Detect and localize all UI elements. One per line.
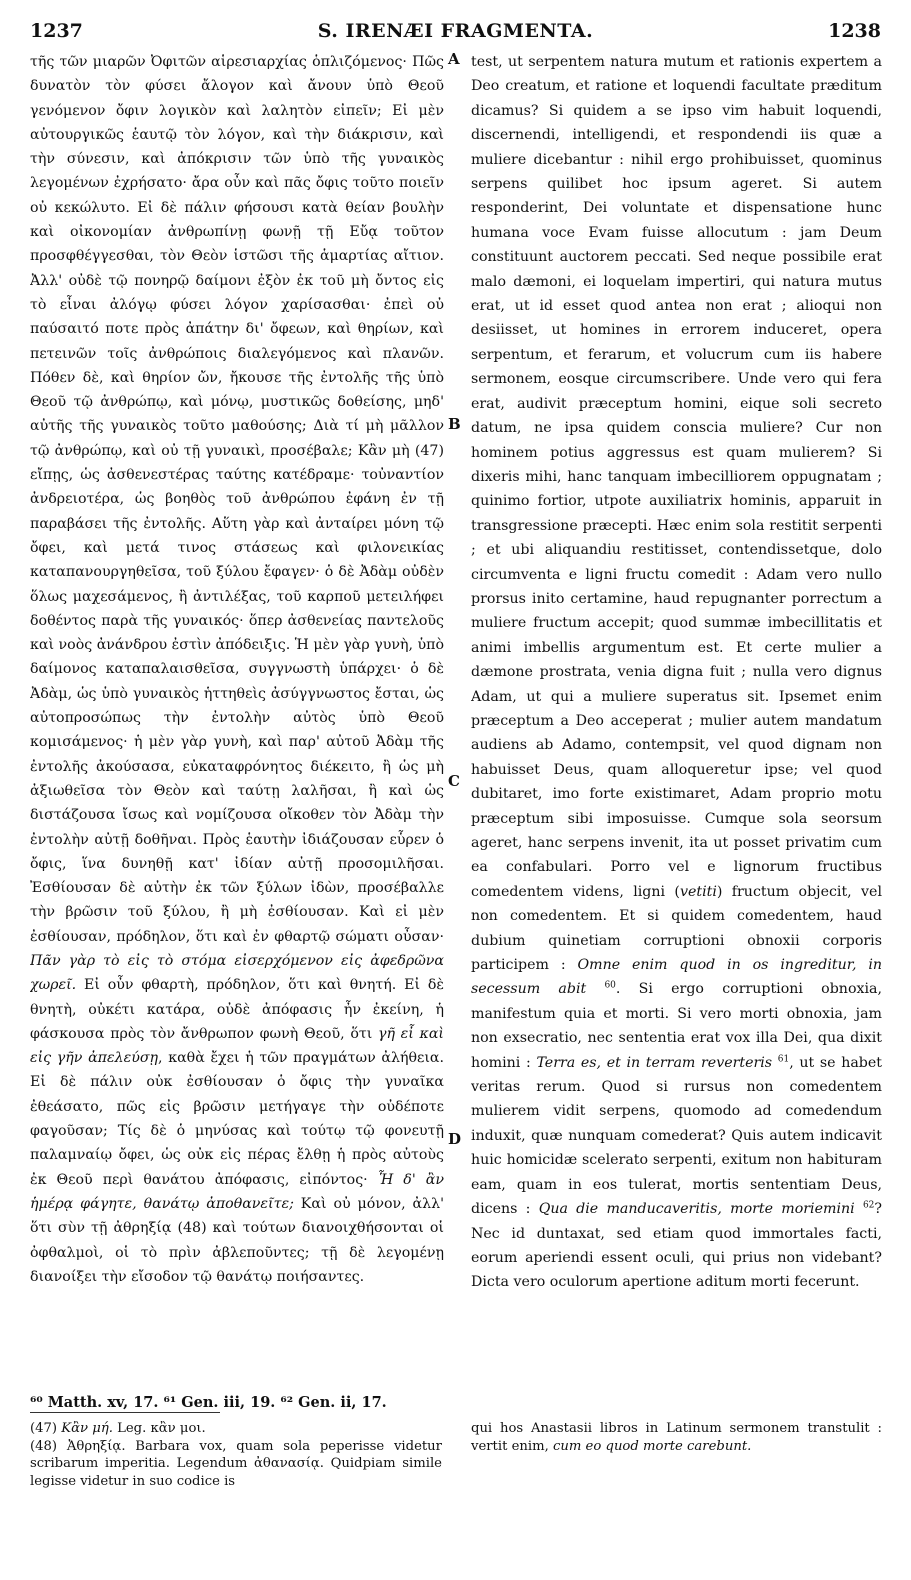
footnote-48-continued-text: qui hos Anastasii libros in Latinum sermonem transtulit : vertit enim, [471,1421,882,1454]
footnote-rule [30,1412,220,1413]
greek-quote-matthew: Πᾶν γὰρ τὸ εἰς τὸ στόμα εἰσερχόμενον εἰς ἀφεδρῶνα χωρεῖ. [30,952,444,994]
margin-marker-c: C [448,772,460,790]
greek-quote-genesis-2: Ἧ δ' ἂν ἡμέρᾳ φάγητε, θανάτῳ ἀποθανεῖτε; [30,1171,444,1212]
latin-paragraph-1b: ) fructum objecit, vel non comedentem. Et si quidem comedentem, haud dubium quinetiam corruptioni obnoxii corporis participem : [471,883,882,974]
footnotes-right [471,1420,882,1455]
footnote-47-text: Leg. κἂν μοι. [117,1421,206,1436]
latin-paragraph-3: , ut se habet veritas rerum. Quod si rursus non comedentem mulierem vidit serpens, quomodo ad comedendum induxit, quæ nunquam comederat? Quis autem indicavit huic homicidæ scelerato serpenti, exitum non habituram eam, quam in eos tulerat, mortis sententiam Deus, dicens : [471,1054,882,1218]
footnote-47-greek: Κἂν μή. [61,1421,113,1436]
footnote-48-continued-quote: cum eo quod morte carebunt. [552,1438,752,1454]
page-number-right: 1238 [828,20,881,42]
footnote-48 [30,1438,442,1491]
footnote-48-continued [471,1420,882,1455]
running-title: S. IRENÆI FRAGMENTA. [317,20,594,42]
greek-paragraph-4: Καὶ οὐ μόνον, ἀλλ' ὅτι σὺν τῇ ἀθρηξίᾳ (48) καὶ τούτων διανοιχθήσονται οἱ ὀφθαλμοὶ, οἱ τὸ πρὶν ἀβλεποῦντες; τῇ δὲ λεγομένῃ διανοίξει τὴν εἴσοδον τῷ θανάτῳ ποιήσαντες. [30,1195,444,1285]
margin-marker-d: D [448,1130,462,1148]
footnote-48-text: Barbara vox, quam sola peperisse videtur scribarum imperitia. Legendum ἀθανασίᾳ. Quidpiam simile legisse videtur in suo codice is [30,1438,442,1489]
greek-column [30,50,444,1380]
latin-word-vetiti: vetiti [679,883,717,900]
footnote-48-label: (48) [30,1438,58,1454]
latin-text [471,50,882,1295]
greek-text [30,50,444,1289]
scripture-references: ⁶⁰ Matth. xv, 17. ⁶¹ Gen. iii, 19. ⁶² Gen. ii, 17. [30,1394,387,1411]
latin-paragraph-1: test, ut serpentem natura mutum et rationis expertem a Deo creatum, et ratione et loquendi facultate præditum dicamus? Si quidem a se ipso vim habuit loquendi, discernendi, intelligendi, et respondendi iis quæ a muliere dicebantur : nihil ergo prohibuisset, quominus serpens quilibet hoc ipsum ageret. Si autem responderint, Dei voluntate et dispensatione hunc humana voce Evam fuisse allocutum : jam Deum constituunt auctorem peccati. Sed neque possibile erat malo dæmoni, ei loquelam impertiri, qui natura mutus erat, ut id esset quod antea non erat ; alioqui non desiisset, ut homines in errorem induceret, opera serpentum, et ferarum, et volucrum cum iis habere sermonem, eosque circumscribere. Unde vero qui fera erat, audivit præceptum homini, eique soli secreto datum, ne ipsa quidem conscia muliere? Cur non hominem potius aggressus est quam mulierem? Si dixeris mihi, hanc tanquam imbecilliorem oppugnatam ; quinimo fortior, utpote auxiliatrix hominis, apparuit in transgressione præcepti. Hæc enim sola restitit serpenti ; et ubi aliquandiu restitisset, contendissetque, dolo circumventa e ligni fructu comedit : Adam vero nullo prorsus inito certamine, haud repugnanter porrectum a muliere fructum accepit; quod summæ imbecillitatis et animi imbellis argumentum est. Et certe mulier a dæmone prostrata, venia digna fuit ; nulla vero dignus Adam, ut qui a muliere superatus sit. Ipsemet enim præceptum a Deo acceperat ; mulier autem mandatum audiens ab Adamo, contempsit, vel quod dignam non habuisset Deus, quam alloqueretur ipse; vel quod dubitaret, imo forte existimaret, Adam proprio motu præceptum sibi imposuisse. Cumque sola seorsum ageret, hanc serpens invenit, ita ut posset privatim cum ea confabulari. Porro vel e lignorum fructibus comedentem videns, ligni ( [471,54,882,900]
footnote-47-label: (47) [30,1421,58,1436]
greek-paragraph-1: τῆς τῶν μιαρῶν Ὀφιτῶν αἱρεσιαρχίας ὁπλιζόμενος· Πῶς δυνατὸν τὸν φύσει ἄλογον καὶ ἄνουν ὑπὸ Θεοῦ γενόμενον ὄφιν λογικὸν καὶ λαλητὸν εἰπεῖν; Εἰ μὲν αὐτουργικῶς ἑαυτῷ τὸν λόγον, καὶ τὴν διάκρισιν, καὶ τὴν σύνεσιν, καὶ ἀπόκρισιν τῶν ὑπὸ τῆς γυναικὸς λεγομένων ἐχρήσατο· ἄρα οὖν καὶ πᾶς ὄφις τοῦτο ποιεῖν οὐ κεκώλυτο. Εἰ δὲ πάλιν φήσουσι κατὰ θείαν βουλὴν καὶ οἰκονομίαν ἀνθρωπίνῃ φωνῇ τῇ Εὔᾳ τοῦτον προσφθέγγεσθαι, τὸν Θεὸν ἱστῶσι τῆς ἁμαρτίας αἴτιον. Ἀλλ' οὐδὲ τῷ πονηρῷ δαίμονι ἐξὸν ἐκ τοῦ μὴ ὄντος εἰς τὸ εἶναι ἀλόγῳ φύσει λόγον χαρίσασθαι· ἐπεὶ οὐ παύσαιτό ποτε πρὸς ἀπάτην δι' ὄφεων, καὶ θηρίων, καὶ πετεινῶν τοῖς ἀνθρώποις διαλεγόμενος καὶ πλανῶν. Πόθεν δὲ, καὶ θηρίον ὤν, ἤκουσε τῆς ἐντολῆς τῆς ὑπὸ Θεοῦ τῷ ἀνθρώπῳ, καὶ μόνῳ, μυστικῶς δοθείσης, μηδ' αὐτῆς τῆς γυναικὸς τοῦτο μαθούσης; Διὰ τί μὴ μᾶλλον τῷ ἀνθρώπῳ, καὶ οὐ τῇ γυναικὶ, προσέβαλε; Κἂν μὴ (47) εἴπῃς, ὡς ἀσθενεστέρας ταύτης κατέδραμε· τοὐναντίον ἀνδρειοτέρα, ὡς βοηθὸς τοῦ ἀνθρώπου ἐφάνη ἐν τῇ παραβάσει τῆς ἐντολῆς. Αὕτη γὰρ καὶ ἀνταίρει μόνη τῷ ὄφει, καὶ μετά τινος στάσεως καὶ φιλονεικίας καταπανουργηθεῖσα, τοῦ ξύλου ἔφαγεν· ὁ δὲ Ἀδὰμ οὐδὲν ὅλως μαχεσάμενος, ἢ ἀντιλέξας, τοῦ καρποῦ μετειλήφει δοθέντος παρὰ τῆς γυναικός· ὅπερ ἀσθενείας παντελοῦς καὶ νοὸς ἀνάνδρου ἐστὶν ἀπόδειξις. Ἡ μὲν γὰρ γυνὴ, ὑπὸ δαίμονος καταπαλαισθεῖσα, συγγνωστὴ ὑπάρχει· ὁ δὲ Ἀδὰμ, ὡς ὑπὸ γυναικὸς ἡττηθεὶς ἀσύγγνωστος ἔσται, ὡς αὐτοπροσώπως τὴν ἐντολὴν αὐτὸς ὑπὸ Θεοῦ κομισάμενος· ἡ μὲν γὰρ γυνὴ, καὶ παρ' αὐτοῦ Ἀδὰμ τῆς ἐντολῆς ἀκούσασα, εὐκαταφρόνητος διέκειτο, ἢ ὡς μὴ ἀξιωθεῖσα τὸν Θεὸν καὶ ταύτῃ λαλῆσαι, ἢ καὶ ὡς διστάζουσα ἴσως καὶ νομίζουσα οἴκοθεν τὸν Ἀδὰμ τὴν ἐντολὴν αὐτῇ δοθῆναι. Πρὸς ἑαυτὴν ἰδιάζουσαν εὗρεν ὁ ὄφις, ἵνα δυνηθῇ κατ' ἰδίαν αὐτῇ προσομιλῆσαι. Ἐσθίουσαν δὲ αὐτὴν ἐκ τῶν ξύλων ἰδὼν, προσέβαλλε τὴν βρῶσιν τοῦ ξύλου, ἢ μὴ ἐσθίουσαν. Καὶ εἰ μὲν ἐσθίουσαν, πρόδηλον, ὅτι καὶ ἐν φθαρτῷ σώματι οὖσαν· [30,54,444,945]
latin-ref-61: 61 [777,1053,790,1064]
margin-marker-b: B [448,415,461,433]
footnotes-left [30,1420,442,1490]
latin-ref-62: 62 [862,1200,875,1211]
latin-paragraph-4: ? Nec id duntaxat, sed etiam quod immortales facti, eorum aperiendi essent oculi, qui prius non videbant? Dicta vero oculorum apertione aditum morti fecerunt. [471,1201,882,1291]
latin-quote-genesis-3: Terra es, et in terram reverteris [536,1054,773,1071]
footnote-48-greek: Ἀθρηξίᾳ. [66,1438,126,1454]
page-header [30,20,881,46]
latin-ref-60: 60 [604,980,616,991]
greek-paragraph-3: , καθὰ ἔχει ἡ τῶν πραγμάτων ἀλήθεια. Εἰ δὲ πάλιν οὐκ ἐσθίουσαν ὁ ὄφις τὴν γυναῖκα ἐθεάσατο, πῶς εἰς βρῶσιν μετήγαγε τὴν οὐδέποτε φαγοῦσαν; Τίς δὲ ὁ μηνύσας καὶ τούτῳ τῷ φονευτῇ παλαμναίῳ ὄφει, ὡς οὐκ εἰς πέρας ἔλθῃ ἡ πρὸς αὐτοὺς ἐκ Θεοῦ περὶ θανάτου ἀπόφασις, εἰπόντος· [30,1050,444,1188]
margin-marker-a: A [448,50,460,68]
latin-quote-matthew: Omne enim quod in os ingreditur, in secessum abit [471,957,882,998]
latin-column [471,50,882,1440]
greek-paragraph-2: Εἰ οὖν φθαρτὴ, πρόδηλον, ὅτι καὶ θνητή. Εἰ δὲ θνητὴ, οὐκέτι κατάρα, οὐδὲ ἀπόφασις ἦν ἐκείνη, ἡ φάσκουσα πρὸς τὸν ἄνθρωπον φωνὴ Θεοῦ, ὅτι [30,977,444,1042]
latin-quote-genesis-2: Qua die manducaveritis, morte moriemini [538,1201,855,1218]
latin-paragraph-2: . Si ergo corruptioni obnoxia, manifestum quia et morti. Si vero morti obnoxia, jam non exsecratio, nec sententia erat vox illa Dei, qua dixit homini : [471,981,882,1071]
greek-quote-genesis-3: γῆ εἶ καὶ εἰς γῆν ἀπελεύσῃ [30,1025,444,1067]
footnote-47 [30,1420,442,1438]
page-number-left: 1237 [30,20,83,42]
